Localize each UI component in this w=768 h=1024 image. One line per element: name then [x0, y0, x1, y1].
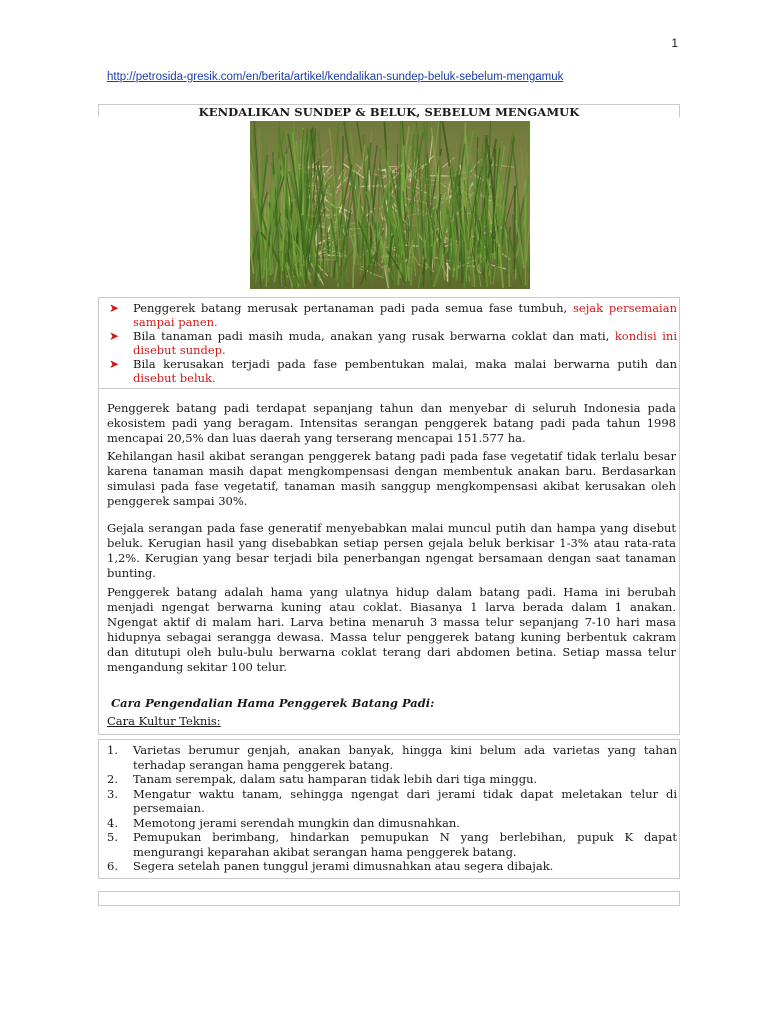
list-number: 1.: [107, 743, 118, 757]
list-item: [105, 772, 677, 787]
arrow-bullet-icon: ➤: [109, 301, 120, 315]
source-link[interactable]: http://petrosida-gresik.com/en/berita/artikel/kendalikan-sundep-beluk-sebelum-mengamuk: [107, 71, 564, 83]
list-number: 2.: [107, 772, 118, 786]
body-paragraph: Penggerek batang adalah hama yang ulatnya hidup dalam batang padi. Hama ini berubah menjadi ngengat berwarna kuning atau coklat. Biasanya 1 larva berada dalam 1 anakan. Ngengat aktif di malam hari. Larva betina menaruh 3 massa telur sepanjang 7-10 hari masa hidupnya sebagai serangga dewasa. Massa telur penggerek batang kuning berbentuk cakram dan ditutupi oleh bulu-bulu berwarna coklat terang dari abdomen betina. Setiap massa telur mengandung sekitar 100 telur.: [107, 585, 676, 674]
key-point-highlight: kondisi ini disebut sundep.: [133, 329, 677, 357]
key-point: [107, 330, 677, 357]
key-point-text: Penggerek batang merusak pertanaman padi pada semua fase tumbuh,: [133, 301, 574, 315]
list-item: [105, 830, 677, 859]
control-methods-list: [105, 743, 677, 874]
article-title: KENDALIKAN SUNDEP & BELUK, SEBELUM MENGAMUK: [198, 105, 580, 119]
key-point-highlight: disebut beluk.: [133, 370, 216, 385]
arrow-bullet-icon: ➤: [109, 357, 120, 371]
list-item-text: Varietas berumur genjah, anakan banyak, hingga kini belum ada varietas yang tahan terhadap serangan hama penggerek batang.: [133, 743, 677, 772]
body-paragraph: Kehilangan hasil akibat serangan penggerek batang padi pada fase vegetatif tidak terlalu besar karena tanaman masih dapat mengkompensasi dengan membentuk anakan baru. Berdasarkan simulasi pada fase vegetatif, tanaman masih sanggup mengkompensasi akibat kerusakan oleh penggerek sampai 30%.: [107, 449, 676, 508]
list-number: 5.: [107, 830, 118, 844]
list-item: [105, 859, 677, 874]
body-paragraph: Penggerek batang padi terdapat sepanjang tahun dan menyebar di seluruh Indonesia pada ekosistem padi yang beragam. Intensitas serangan penggerek batang padi pada tahun 1998 mencapai 20,5% dan luas daerah yang terserang mencapai 151.577 ha.: [107, 401, 676, 445]
list-item: [105, 816, 677, 831]
key-point-highlight: sejak persemaian sampai panen.: [133, 301, 677, 329]
arrow-bullet-icon: ➤: [109, 329, 120, 343]
body-paragraph: Gejala serangan pada fase generatif menyebabkan malai muncul putih dan hampa yang disebut beluk. Kerugian hasil yang disebabkan setiap persen gejala beluk berkisar 1-3% atau rata-rata 1,2%. Kerugian yang besar terjadi bila penerbangan ngengat bersamaan dengan saat tanaman bunting.: [107, 521, 676, 580]
list-item-text: Segera setelah panen tunggul jerami dimusnahkan atau segera dibajak.: [133, 859, 554, 873]
key-point-text: Bila tanaman padi masih muda, anakan yang rusak berwarna coklat dan mati,: [133, 329, 615, 343]
list-item-text: Memotong jerami serendah mungkin dan dimusnahkan.: [133, 815, 460, 830]
page-number: 1: [671, 36, 678, 50]
article-body: [98, 389, 680, 735]
list-item-text: Pemupukan berimbang, hindarkan pemupukan N yang berlebihan, pupuk K dapat mengurangi keparahan akibat serangan hama penggerek batang.: [133, 830, 677, 859]
key-point: [107, 358, 677, 385]
list-number: 3.: [107, 786, 118, 801]
rice-field-photo: [250, 121, 530, 289]
list-number: 4.: [107, 815, 118, 830]
key-points-box: [98, 297, 680, 389]
control-methods-box: [98, 739, 680, 879]
list-item: [105, 743, 677, 772]
control-heading: Cara Pengendalian Hama Penggerek Batang Padi:: [111, 696, 435, 710]
list-item: [105, 787, 677, 816]
key-point-text: Bila kerusakan terjadi pada fase pembentukan malai, maka malai berwarna putih dan: [133, 357, 677, 371]
footer-frame: [98, 891, 680, 906]
list-number: 6.: [107, 859, 118, 873]
key-points-list: [107, 302, 677, 386]
key-point: [107, 302, 677, 329]
list-item-text: Tanam serempak, dalam satu hamparan tidak lebih dari tiga minggu.: [133, 772, 538, 786]
list-item-text: Mengatur waktu tanam, sehingga ngengat dari jerami tidak dapat meletakan telur di persemaian.: [133, 786, 677, 815]
control-subheading: Cara Kultur Teknis:: [107, 714, 221, 728]
